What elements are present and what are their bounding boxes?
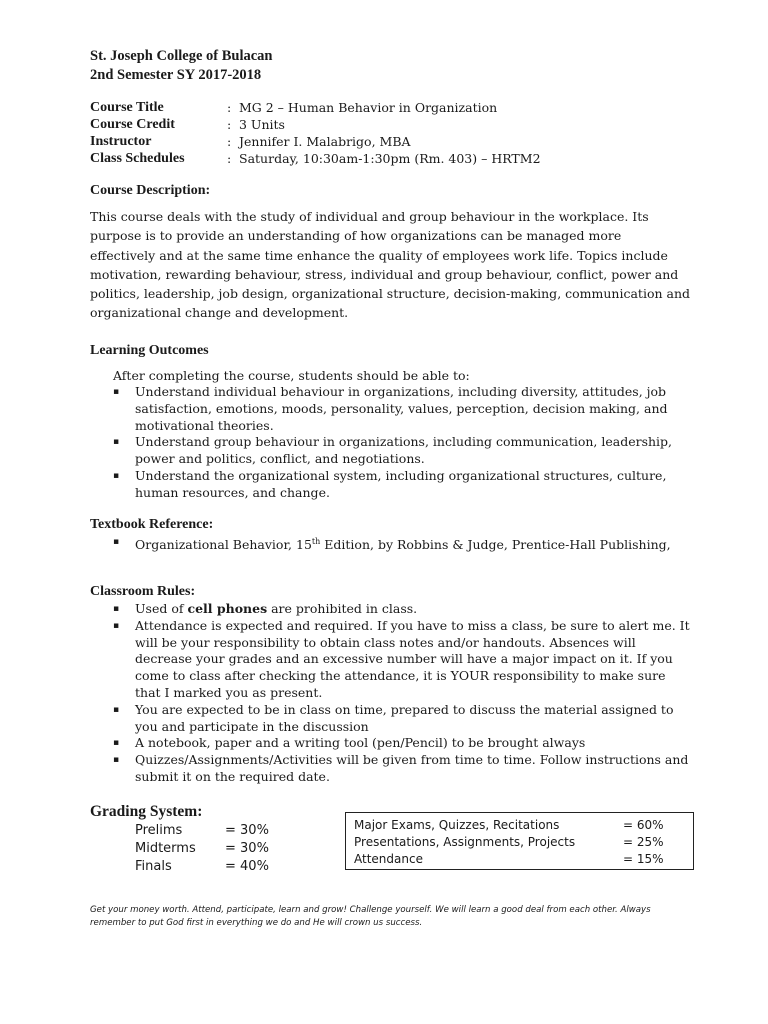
rule-text-end: are prohibited in class. [267, 601, 418, 616]
class-schedule-value: Saturday, 10:30am-1:30pm (Rm. 403) – HRTM2 [239, 151, 541, 166]
outcome-text: Understand the organizational system, including organizational structures, culture, human resources, and change. [135, 467, 667, 500]
course-description-heading: Course Description: [90, 183, 211, 198]
grading-components-box [345, 812, 694, 870]
grading-component-value: = 25% [623, 835, 664, 849]
instructor-label: Instructor [90, 134, 152, 149]
footer-note: Get your money worth. Attend, participate, learn and grow! Challenge yourself. We will learn a good deal from each other. Always remember to put God first in everything we do and He will crown us success. [90, 905, 651, 928]
learning-outcomes-list [113, 384, 693, 502]
grading-component-row [354, 834, 693, 851]
course-info [90, 99, 541, 167]
grading-periods [135, 822, 269, 876]
class-schedule-label: Class Schedules [90, 151, 185, 166]
grading-period-value: = 30% [225, 841, 269, 856]
grading-component-name: Presentations, Assignments, Projects [354, 835, 576, 849]
grading-component-name: Attendance [354, 852, 423, 866]
list-item [113, 601, 693, 618]
textbook-title: Organizational Behavior, 15 [135, 537, 312, 553]
grading-component-value: = 15% [623, 852, 664, 866]
grading-component-name: Major Exams, Quizzes, Recitations [354, 818, 560, 832]
rule-text: Attendance is expected and required. If you have to miss a class, be sure to alert me. It will be your responsibility to obtain class notes and/or handouts. Absences will decrease your grades and an excessive number will have a major impact on it. If you come to class after checking the attendance, it is YOUR responsibility to make sure that I marked you as present. [135, 617, 690, 700]
bullet: ▪ [113, 704, 120, 715]
colon: : [227, 134, 232, 149]
outcome-text: Understand group behaviour in organizations, including communication, leadership, power and politics, conflict, and negotiations. [135, 434, 673, 467]
course-description-text: This course deals with the study of individual and group behaviour in the workplace. Its purpose is to provide an understanding of how organizations can be managed more effectively and at the same time enhance the quality of employees work life. Topics include motivation, rewarding behaviour, stress, individual and group behaviour, conflict, power and politics, leadership, job design, organizational structure, decision-making, communication and organizational change and development. [90, 209, 690, 321]
list-item [113, 434, 693, 468]
grading-system-heading: Grading System: [90, 803, 203, 820]
outcome-text: Understand individual behaviour in organizations, including diversity, attitudes, job satisfaction, emotions, moods, personality, values, perception, decision making, and motivational theories. [135, 384, 668, 433]
course-credit-label: Course Credit [90, 117, 175, 132]
textbook-edition-superscript: th [311, 537, 321, 546]
instructor-value: Jennifer I. Malabrigo, MBA [239, 134, 411, 149]
bullet: ▪ [113, 738, 120, 749]
semester-label: 2nd Semester SY 2017-2018 [90, 67, 262, 83]
textbook-list [113, 534, 693, 554]
document-header [90, 47, 272, 85]
course-credit-row [90, 116, 541, 133]
course-title-row [90, 99, 541, 116]
bullet: ▪ [113, 604, 120, 614]
grading-component-value: = 60% [623, 818, 664, 832]
rule-text: A notebook, paper and a writing tool (pen/Pencil) to be brought always [135, 735, 586, 751]
grading-period-value: = 40% [225, 859, 269, 874]
rule-text: Quizzes/Assignments/Activities will be given from time to time. Follow instructions and submit it on the required date. [135, 752, 689, 784]
grading-period-name: Midterms [135, 841, 196, 856]
textbook-publisher: Edition, by Robbins & Judge, Prentice-Hall Publishing, [320, 537, 671, 553]
rule-text: You are expected to be in class on time, prepared to discuss the material assigned to you and participate in the discussion [135, 701, 674, 734]
rule-text-bold: cell phones [187, 601, 268, 616]
rule-text-start: Used of [135, 601, 188, 616]
list-item [113, 384, 693, 434]
grading-period-row [135, 840, 269, 858]
grading-component-row [354, 851, 693, 868]
school-name: St. Joseph College of Bulacan [90, 48, 273, 64]
bullet: ▪ [113, 387, 120, 397]
textbook-heading: Textbook Reference: [90, 517, 214, 532]
grading-period-name: Prelims [135, 823, 183, 838]
bullet: ▪ [113, 470, 120, 481]
list-item [113, 702, 693, 736]
bullet: ▪ [113, 537, 120, 547]
colon: : [227, 151, 232, 166]
bullet: ▪ [113, 755, 120, 766]
grading-period-value: = 30% [225, 823, 269, 838]
grading-component-row [354, 817, 693, 834]
classroom-rules-list [113, 601, 693, 786]
instructor-row [90, 133, 541, 150]
grading-period-row [135, 858, 269, 876]
classroom-rules-heading: Classroom Rules: [90, 584, 196, 599]
list-item [113, 468, 693, 502]
course-credit-value: 3 Units [239, 117, 285, 132]
bullet: ▪ [113, 620, 120, 631]
colon: : [227, 117, 232, 132]
list-item [113, 534, 693, 554]
colon: : [227, 100, 232, 115]
learning-outcomes-intro: After completing the course, students should be able to: [113, 368, 470, 383]
course-title-value: MG 2 – Human Behavior in Organization [239, 100, 498, 115]
grading-period-name: Finals [135, 859, 172, 874]
list-item [113, 618, 693, 702]
learning-outcomes-heading: Learning Outcomes [90, 343, 209, 358]
list-item [113, 752, 693, 786]
grading-period-row [135, 822, 269, 840]
class-schedule-row [90, 150, 541, 167]
list-item [113, 735, 693, 752]
course-title-label: Course Title [90, 100, 164, 115]
bullet: ▪ [113, 437, 120, 448]
